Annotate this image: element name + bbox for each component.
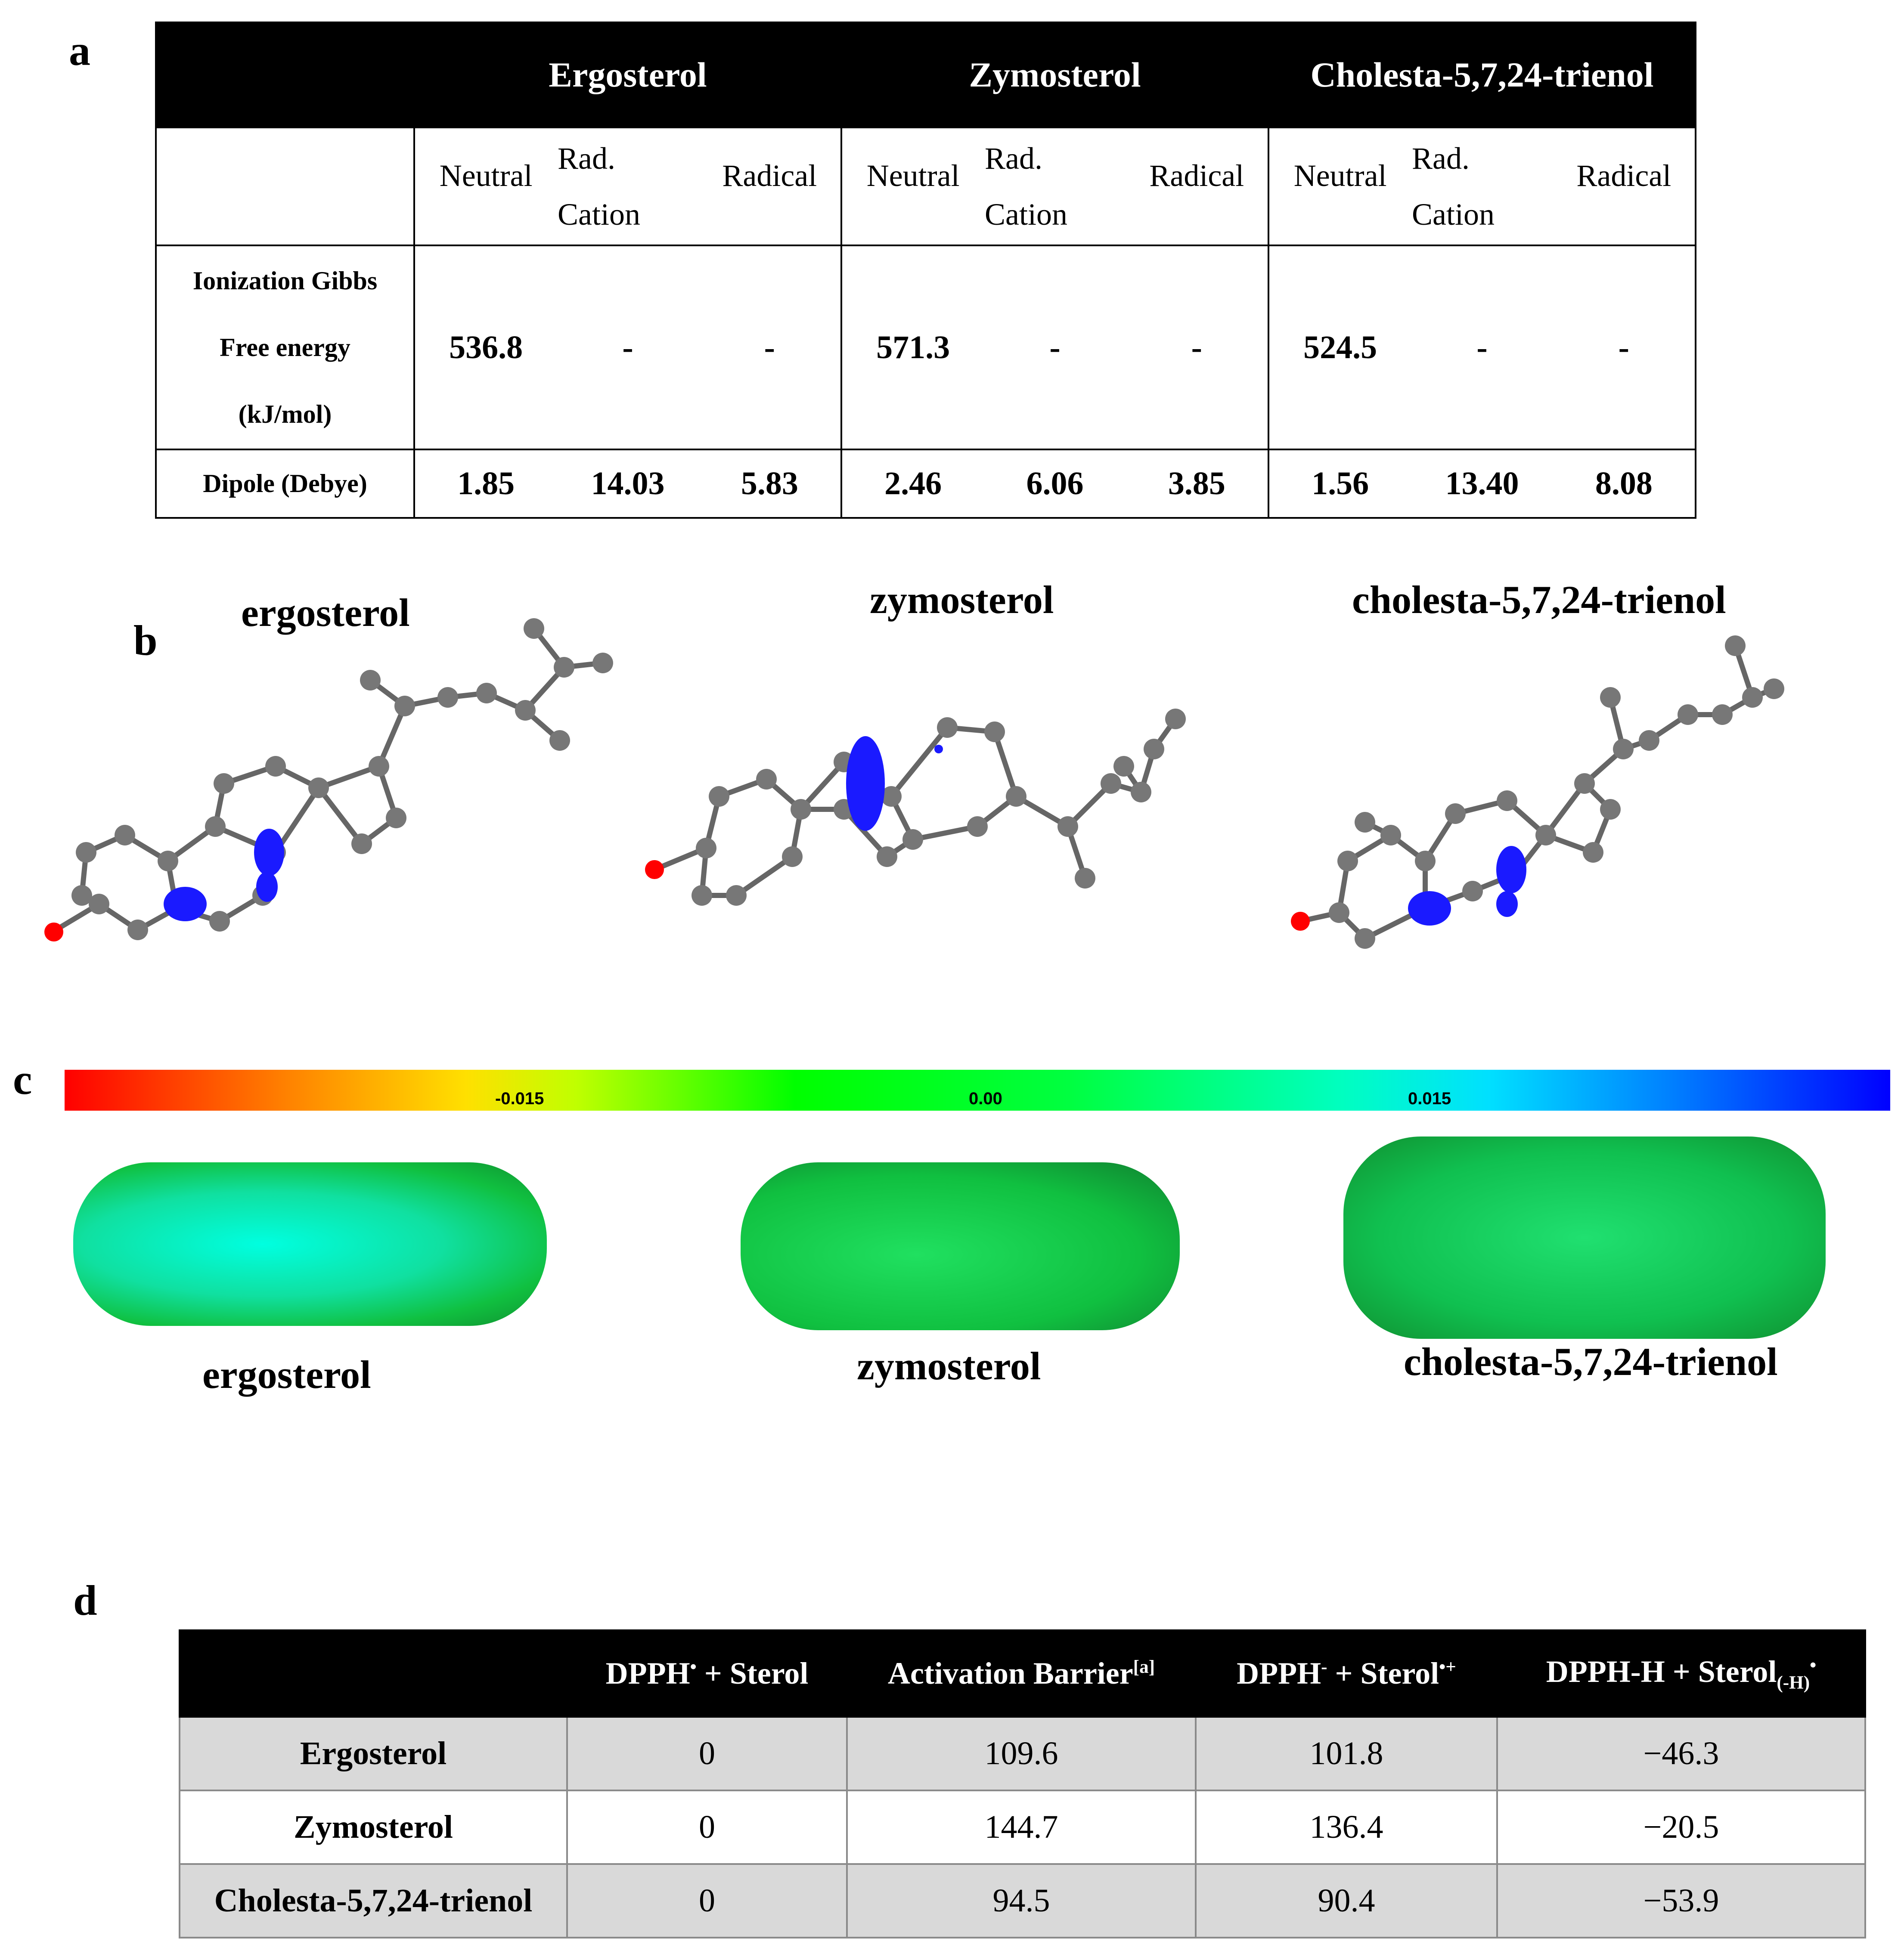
cell-group: 1.85 14.03 5.83 <box>414 449 841 518</box>
cell: 144.7 <box>847 1790 1196 1864</box>
header-activation-barrier: Activation Barrier[a] <box>847 1630 1196 1717</box>
sub-radical: Radical <box>722 158 817 193</box>
panel-label-d: d <box>73 1576 97 1624</box>
cell-group: 2.46 6.06 3.85 <box>841 449 1268 518</box>
cell-group: 571.3 - - <box>841 245 1268 449</box>
zymosterol-structure-image <box>637 654 1240 964</box>
subheader-group <box>1268 127 1696 245</box>
cell: 0 <box>567 1790 847 1864</box>
cell: 90.4 <box>1196 1864 1497 1938</box>
esp-title-cholesta: cholesta-5,7,24-trienol <box>1404 1340 1778 1384</box>
ergosterol-structure-image <box>34 594 646 973</box>
colorbar-tick-neg: -0.015 <box>495 1089 544 1108</box>
row-name: Ergosterol <box>180 1717 567 1790</box>
cell: 101.8 <box>1196 1717 1497 1790</box>
sub-rad-cation: Rad. Cation <box>1411 141 1495 232</box>
cell: 0 <box>567 1717 847 1790</box>
esp-title-zymosterol: zymosterol <box>857 1344 1041 1388</box>
cell: 136.4 <box>1196 1790 1497 1864</box>
table-row <box>180 1790 1865 1864</box>
header-ergosterol: Ergosterol <box>414 22 841 127</box>
colorbar-tick-pos: 0.015 <box>1408 1089 1451 1108</box>
header-cholesta: Cholesta-5,7,24-trienol <box>1268 22 1696 127</box>
cell: −53.9 <box>1497 1864 1865 1938</box>
cholesta-trienol-structure-image <box>1283 611 1886 964</box>
table-row <box>180 1864 1865 1938</box>
row-name: Cholesta-5,7,24-trienol <box>180 1864 567 1938</box>
header-empty <box>156 22 414 127</box>
table-row-dipole <box>156 449 1696 518</box>
sub-neutral: Neutral <box>1293 158 1387 193</box>
panel-label-c: c <box>13 1056 32 1103</box>
mol-title-ergosterol: ergosterol <box>241 591 410 635</box>
row-label-dipole: Dipole (Debye) <box>156 449 414 518</box>
table-a-header-row <box>156 22 1696 127</box>
cell-group: 524.5 - - <box>1268 245 1696 449</box>
header-dpph-sterol: DPPH• + Sterol <box>567 1630 847 1717</box>
cell-group: 1.56 13.40 8.08 <box>1268 449 1696 518</box>
sub-neutral: Neutral <box>439 158 533 193</box>
cell: 109.6 <box>847 1717 1196 1790</box>
cell: −20.5 <box>1497 1790 1865 1864</box>
table-a-subheader-row <box>156 127 1696 245</box>
ergosterol-esp-surface-image <box>73 1162 547 1326</box>
sub-neutral: Neutral <box>866 158 960 193</box>
subheader-group <box>414 127 841 245</box>
sub-rad-cation: Rad. Cation <box>984 141 1067 232</box>
table-row-gibbs <box>156 245 1696 449</box>
zymosterol-esp-surface-image <box>741 1162 1180 1330</box>
sub-rad-cation: Rad. Cation <box>557 141 640 232</box>
properties-table <box>155 22 1696 519</box>
row-name: Zymosterol <box>180 1790 567 1864</box>
cell: −46.3 <box>1497 1717 1865 1790</box>
cholesta-esp-surface-image <box>1343 1136 1826 1339</box>
panel-label-a: a <box>69 27 90 74</box>
cell: 94.5 <box>847 1864 1196 1938</box>
mol-title-cholesta: cholesta-5,7,24-trienol <box>1352 578 1726 622</box>
sub-radical: Radical <box>1576 158 1671 193</box>
cell: 0 <box>567 1864 847 1938</box>
header-dpph-h-sterol-radical: DPPH-H + Sterol$_{(-H)}$• <box>1497 1630 1865 1717</box>
colorbar-tick-zero: 0.00 <box>969 1089 1002 1108</box>
panel-label-b: b <box>133 616 158 664</box>
table-d-header-row <box>180 1630 1865 1717</box>
row-label-gibbs: Ionization Gibbs Free energy (kJ/mol) <box>156 245 414 449</box>
header-zymosterol: Zymosterol <box>841 22 1268 127</box>
mol-title-zymosterol: zymosterol <box>870 578 1054 622</box>
table-row <box>180 1717 1865 1790</box>
header-empty <box>180 1630 567 1717</box>
subheader-empty <box>156 127 414 245</box>
esp-title-ergosterol: ergosterol <box>202 1353 371 1397</box>
subheader-group <box>841 127 1268 245</box>
header-dpph-anion-sterol-cation: DPPH- + Sterol•+ <box>1196 1630 1497 1717</box>
reaction-energy-table <box>179 1629 1866 1939</box>
sub-radical: Radical <box>1149 158 1244 193</box>
cell-group: 536.8 - - <box>414 245 841 449</box>
